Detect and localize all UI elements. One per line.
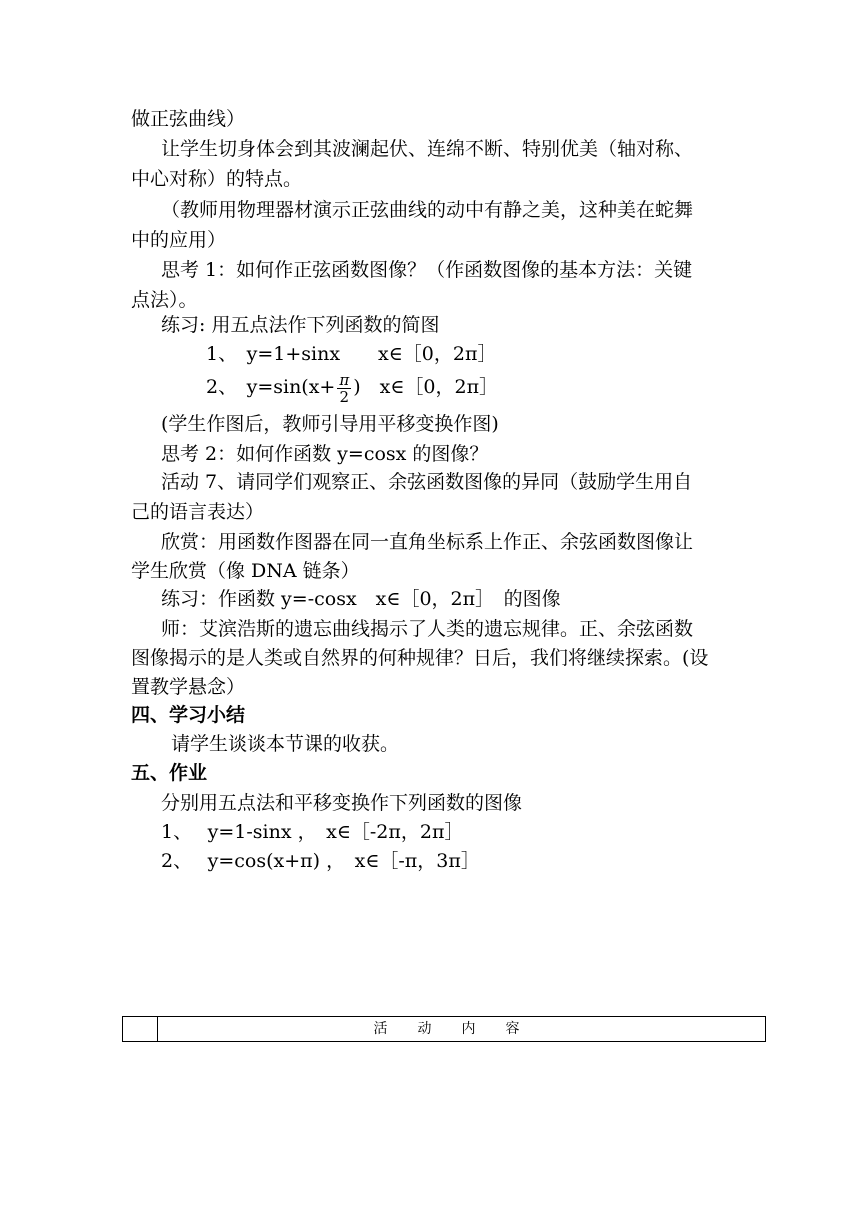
homework-item-2: 2、 y=cos(x+π) ， x∈［-π，3π］ <box>161 850 480 872</box>
fraction-numerator: π <box>339 370 350 389</box>
text-line: 中心对称）的特点。 <box>131 168 303 190</box>
text-line: 让学生切身体会到其波澜起伏、连绵不断、特别优美（轴对称、 <box>161 138 694 160</box>
text-line: 图像揭示的是人类或自然界的何种规律？日后，我们将继续探索。(设 <box>131 647 709 669</box>
activity-table <box>122 1016 766 1042</box>
text-line: 分别用五点法和平移变换作下列函数的图像 <box>161 792 523 814</box>
fraction-pi-over-2 <box>337 372 351 405</box>
text-line: 做正弦曲线） <box>131 108 246 130</box>
text-line: 请学生谈谈本节课的收获。 <box>171 733 400 755</box>
table-header-activity-content: 活动内容 <box>373 1021 550 1037</box>
text-line: 师：艾滨浩斯的遗忘曲线揭示了人类的遗忘规律。正、余弦函数 <box>161 618 694 640</box>
text-line: （教师用物理器材演示正弦曲线的动中有静之美，这种美在蛇舞 <box>161 199 694 221</box>
text-line: 活动 7、请同学们观察正、余弦函数图像的异同（鼓励学生用自 <box>161 471 693 493</box>
text-line: 己的语言表达） <box>131 501 265 523</box>
text-line: 点法）。 <box>131 289 198 311</box>
text-line: 思考 1：如何作正弦函数图像？（作函数图像的基本方法：关键 <box>161 259 693 281</box>
exercise-2-suffix: ) x∈［0，2π］ <box>353 376 499 398</box>
fraction-denominator: 2 <box>339 387 350 406</box>
homework-item-1: 1、 y=1-sinx ， x∈［-2π，2π］ <box>161 821 464 843</box>
text-line: 欣赏：用函数作图器在同一直角坐标系上作正、余弦函数图像让 <box>161 531 694 553</box>
text-line: 置教学悬念） <box>131 676 246 698</box>
text-line: (学生作图后，教师引导用平移变换作图) <box>161 413 499 435</box>
text-line: 学生欣赏（像 DNA 链条） <box>131 560 360 582</box>
text-line: 练习：作函数 y=-cosx x∈［0，2π］ 的图像 <box>161 588 561 610</box>
exercise-2-prefix: 2、 y=sin(x+ <box>206 376 336 398</box>
text-line: 中的应用） <box>131 229 227 251</box>
exercise-2 <box>206 370 498 405</box>
text-line: 练习: 用五点法作下列函数的简图 <box>161 314 440 336</box>
exercise-1: 1、 y=1+sinx x∈［0，2π］ <box>206 343 497 365</box>
section-heading-homework: 五、作业 <box>131 762 208 784</box>
text-line: 思考 2：如何作函数 y=cosx 的图像？ <box>161 443 489 465</box>
table-cell-empty <box>123 1017 158 1041</box>
section-heading-summary: 四、学习小结 <box>131 704 246 726</box>
